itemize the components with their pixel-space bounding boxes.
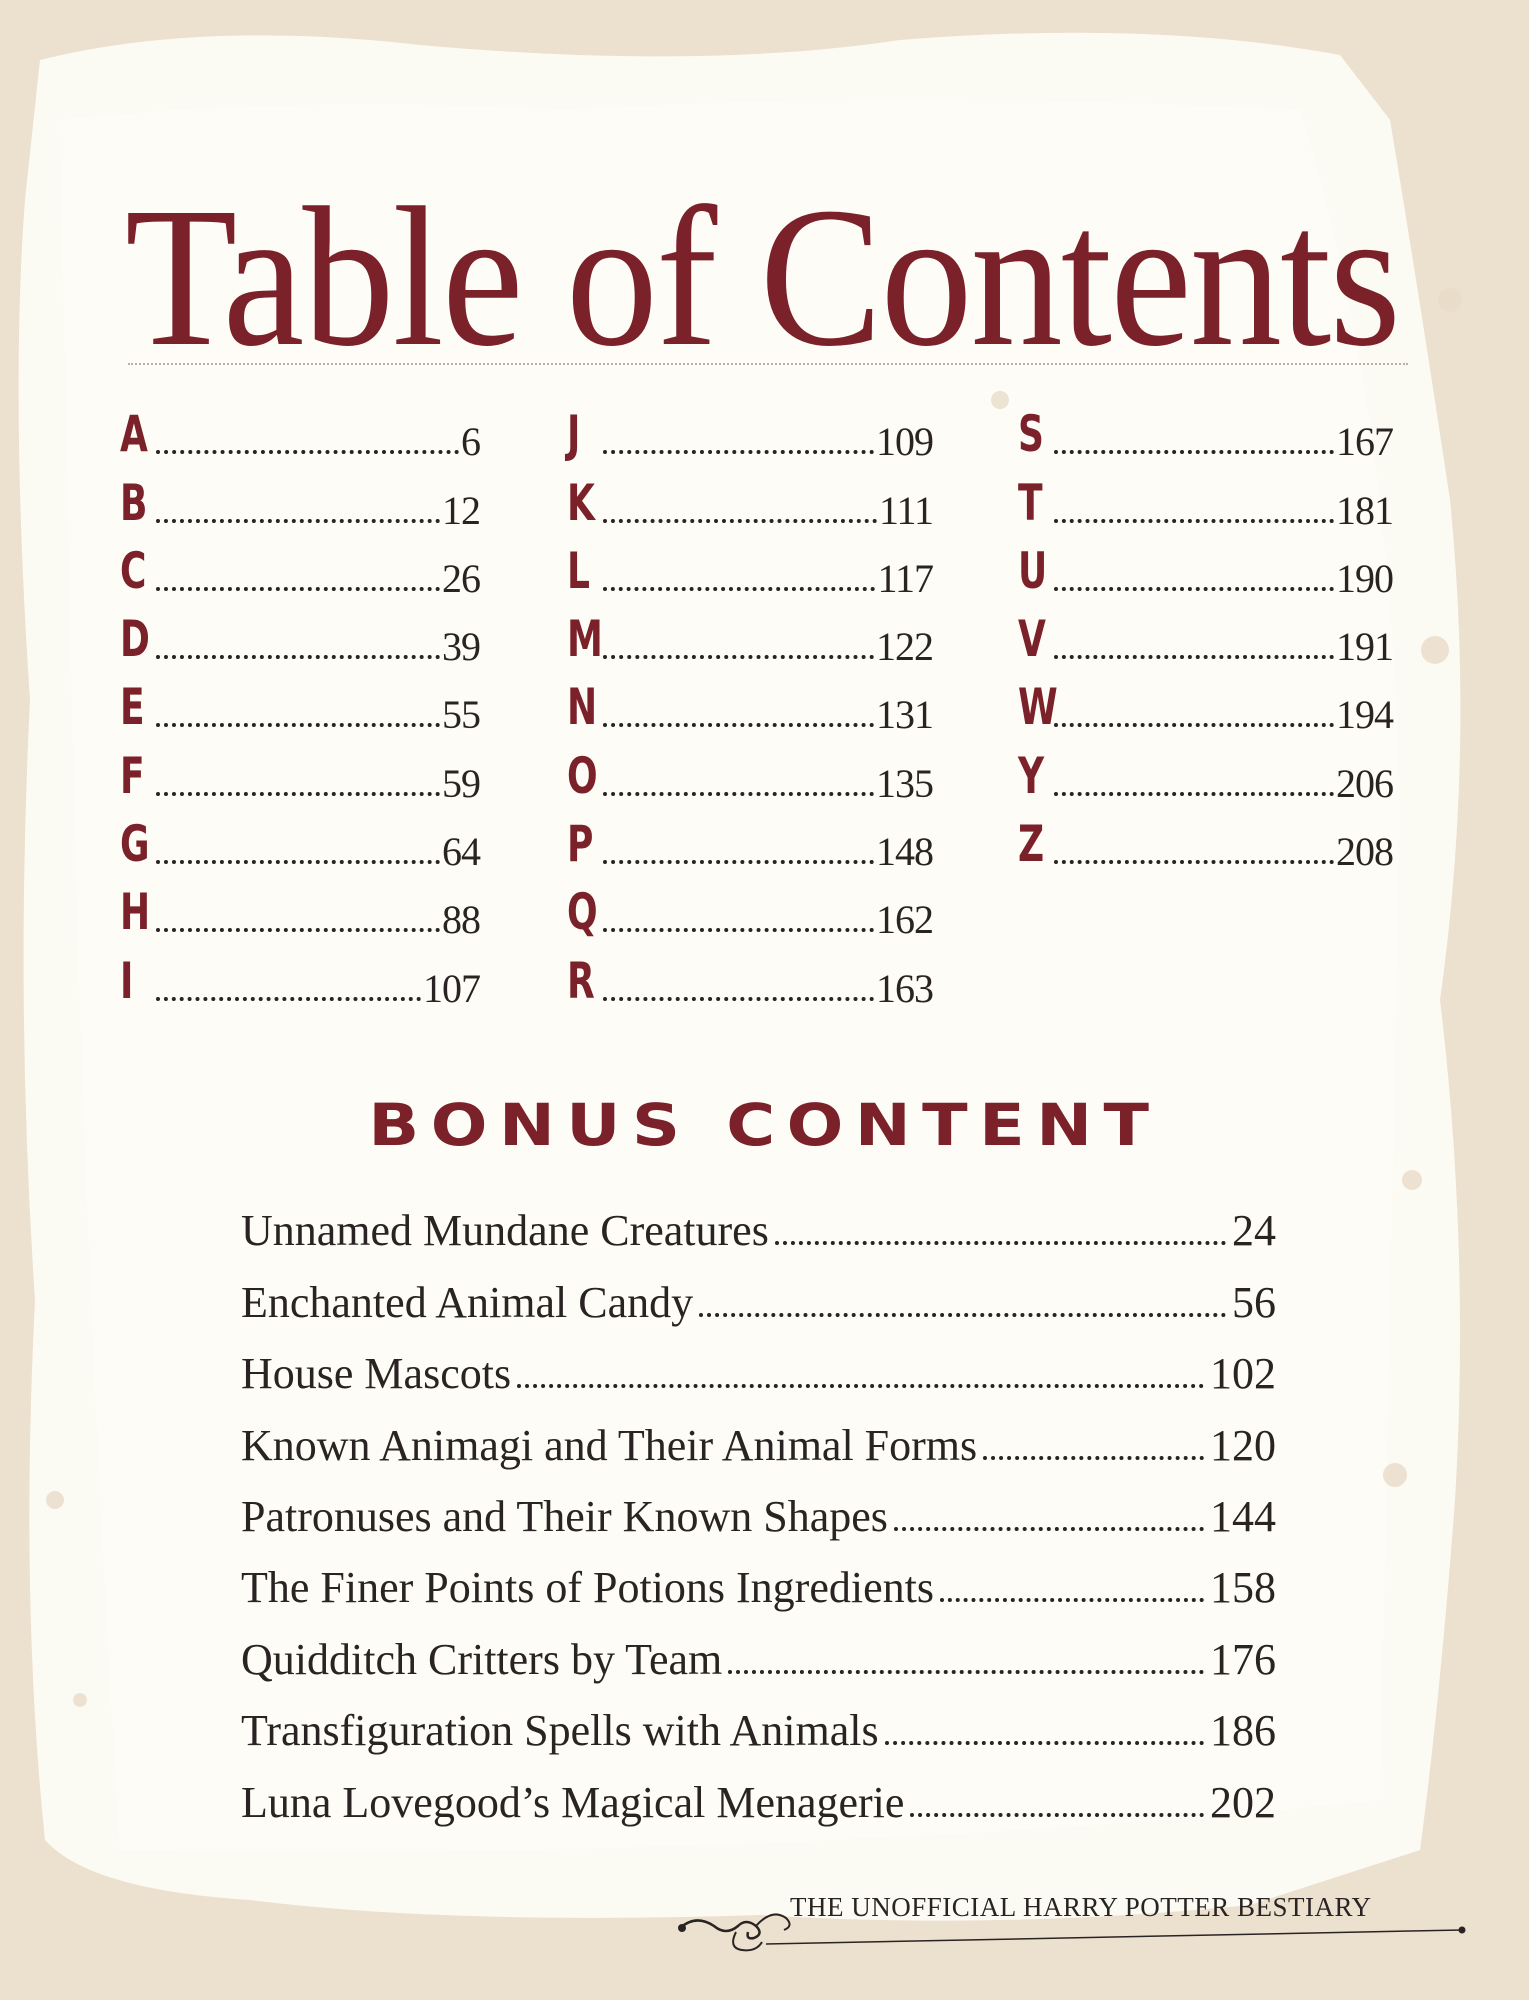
bonus-item-page: 144	[1210, 1491, 1276, 1541]
index-page-number: 122	[876, 624, 933, 670]
bonus-item-page: 202	[1210, 1777, 1276, 1827]
bonus-item-page: 102	[1210, 1349, 1276, 1399]
leader-dots	[603, 997, 874, 1001]
index-page-number: 59	[442, 760, 480, 806]
index-page-number: 117	[877, 555, 933, 601]
index-page-number: 88	[442, 897, 480, 943]
index-letter: D	[120, 610, 150, 669]
bonus-item	[241, 1616, 1276, 1687]
bonus-item	[241, 1759, 1276, 1830]
index-letter: A	[120, 405, 148, 464]
bonus-item-page: 158	[1210, 1563, 1276, 1613]
bonus-item-page: 56	[1232, 1277, 1276, 1327]
index-letter: K	[567, 473, 595, 532]
index-entry-n	[567, 671, 933, 739]
index-entry-t	[1018, 466, 1393, 534]
index-letter: B	[120, 473, 148, 532]
index-letter: M	[567, 610, 603, 669]
index-entry-f	[120, 739, 480, 807]
leader-dots	[156, 792, 440, 796]
leader-dots	[603, 723, 874, 727]
bonus-item-label: Transfiguration Spells with Animals	[241, 1706, 879, 1756]
index-entry-h	[120, 876, 480, 944]
index-entry-b	[120, 466, 480, 534]
leader-dots	[156, 997, 421, 1001]
bonus-item	[241, 1474, 1276, 1545]
index-entry-d	[120, 603, 480, 671]
leader-dots	[603, 450, 874, 454]
bonus-item-label: Patronuses and Their Known Shapes	[241, 1491, 888, 1541]
index-entry-k	[567, 466, 933, 534]
bonus-item-page: 24	[1232, 1206, 1276, 1256]
index-page-number: 190	[1336, 555, 1393, 601]
index-letter: W	[1018, 678, 1058, 737]
index-letter: Y	[1018, 746, 1045, 805]
index-letter: V	[1018, 610, 1046, 669]
leader-dots	[1054, 587, 1334, 591]
leader-dots	[1054, 655, 1334, 659]
index-page-number: 111	[878, 487, 933, 533]
index-letter: Z	[1018, 815, 1045, 874]
leader-dots	[156, 655, 440, 659]
index-letter: F	[120, 746, 145, 805]
index-column-3	[1018, 398, 1393, 876]
index-letter: N	[567, 678, 598, 737]
index-page-number: 162	[876, 897, 933, 943]
leader-dots	[894, 1527, 1204, 1531]
index-letter: Q	[567, 883, 598, 942]
leader-dots	[156, 860, 440, 864]
leader-dots	[1054, 723, 1334, 727]
leader-dots	[1054, 860, 1334, 864]
index-letter: E	[120, 678, 145, 737]
index-page-number: 163	[876, 965, 933, 1011]
index-entry-p	[567, 808, 933, 876]
index-letter: J	[567, 405, 581, 464]
index-letter: S	[1018, 405, 1044, 464]
index-page-number: 12	[442, 487, 480, 533]
leader-dots	[603, 587, 875, 591]
index-page-number: 208	[1336, 829, 1393, 875]
index-page-number: 107	[423, 965, 480, 1011]
bonus-item-label: Enchanted Animal Candy	[241, 1277, 694, 1327]
index-entry-u	[1018, 535, 1393, 603]
index-letter: H	[120, 883, 151, 942]
bonus-item-label: Known Animagi and Their Animal Forms	[241, 1420, 978, 1470]
bonus-item-label: House Mascots	[241, 1349, 512, 1399]
index-page-number: 55	[442, 692, 480, 738]
leader-dots	[775, 1241, 1226, 1245]
bonus-item-page: 176	[1210, 1634, 1276, 1684]
index-letter: G	[120, 815, 150, 874]
index-page-number: 64	[442, 829, 480, 875]
index-letter: O	[567, 746, 598, 805]
bonus-list	[241, 1188, 1276, 1831]
index-page-number: 148	[876, 829, 933, 875]
index-letter: P	[567, 815, 594, 874]
leader-dots	[156, 519, 440, 523]
index-column-1	[120, 398, 480, 1013]
bonus-item-page: 186	[1210, 1706, 1276, 1756]
index-entry-z	[1018, 808, 1393, 876]
index-entry-l	[567, 535, 933, 603]
index-letter: C	[120, 541, 147, 600]
leader-dots	[603, 860, 874, 864]
leader-dots	[156, 723, 440, 727]
index-page-number: 26	[442, 555, 480, 601]
index-entry-i	[120, 944, 480, 1012]
index-page-number: 191	[1336, 624, 1393, 670]
leader-dots	[885, 1741, 1204, 1745]
index-entry-a	[120, 398, 480, 466]
index-page-number: 206	[1336, 760, 1393, 806]
leader-dots	[1054, 450, 1334, 454]
index-letter: T	[1018, 473, 1043, 532]
leader-dots	[156, 928, 440, 932]
leader-dots	[603, 928, 874, 932]
leader-dots	[156, 450, 459, 454]
bonus-item	[241, 1688, 1276, 1759]
index-letter: R	[567, 951, 595, 1010]
index-entry-y	[1018, 739, 1393, 807]
leader-dots	[603, 792, 874, 796]
leader-dots	[603, 519, 877, 523]
index-page-number: 109	[876, 419, 933, 465]
bonus-item	[241, 1331, 1276, 1402]
leader-dots	[699, 1313, 1226, 1317]
index-entry-m	[567, 603, 933, 671]
index-entry-w	[1018, 671, 1393, 739]
index-letter: L	[567, 541, 590, 600]
index-column-2	[567, 398, 933, 1013]
index-entry-g	[120, 808, 480, 876]
index-page-number: 39	[442, 624, 480, 670]
leader-dots	[1054, 792, 1334, 796]
index-letter: U	[1018, 541, 1048, 600]
bonus-item	[241, 1545, 1276, 1616]
footer-book-title: THE UNOFFICIAL HARRY POTTER BESTIARY	[790, 1892, 1372, 1922]
index-entry-v	[1018, 603, 1393, 671]
page-title: Table of Contents	[124, 167, 1400, 388]
index-entry-q	[567, 876, 933, 944]
index-page-number: 167	[1336, 419, 1393, 465]
leader-dots	[156, 587, 440, 591]
index-page-number: 194	[1336, 692, 1393, 738]
bonus-item-page: 120	[1210, 1420, 1276, 1470]
leader-dots	[728, 1670, 1204, 1674]
bonus-item	[241, 1259, 1276, 1330]
index-entry-c	[120, 535, 480, 603]
index-letter: I	[120, 951, 134, 1010]
index-page-number: 181	[1336, 487, 1393, 533]
leader-dots	[517, 1384, 1204, 1388]
leader-dots	[1054, 519, 1334, 523]
index-entry-e	[120, 671, 480, 739]
index-entry-o	[567, 739, 933, 807]
bonus-item-label: Luna Lovegood’s Magical Menagerie	[241, 1777, 905, 1827]
leader-dots	[910, 1813, 1204, 1817]
bonus-item-label: Quidditch Critters by Team	[241, 1634, 723, 1684]
bonus-heading: BONUS CONTENT	[368, 1091, 1161, 1159]
bonus-item	[241, 1402, 1276, 1473]
index-page-number: 6	[461, 419, 480, 465]
bonus-item	[241, 1188, 1276, 1259]
leader-dots	[983, 1456, 1204, 1460]
index-page-number: 131	[876, 692, 933, 738]
index-entry-s	[1018, 398, 1393, 466]
index-entry-r	[567, 944, 933, 1012]
leader-dots	[940, 1598, 1204, 1602]
bonus-item-label: Unnamed Mundane Creatures	[241, 1206, 769, 1256]
index-entry-j	[567, 398, 933, 466]
index-page-number: 135	[876, 760, 933, 806]
leader-dots	[603, 655, 874, 659]
bonus-item-label: The Finer Points of Potions Ingredients	[241, 1563, 934, 1613]
